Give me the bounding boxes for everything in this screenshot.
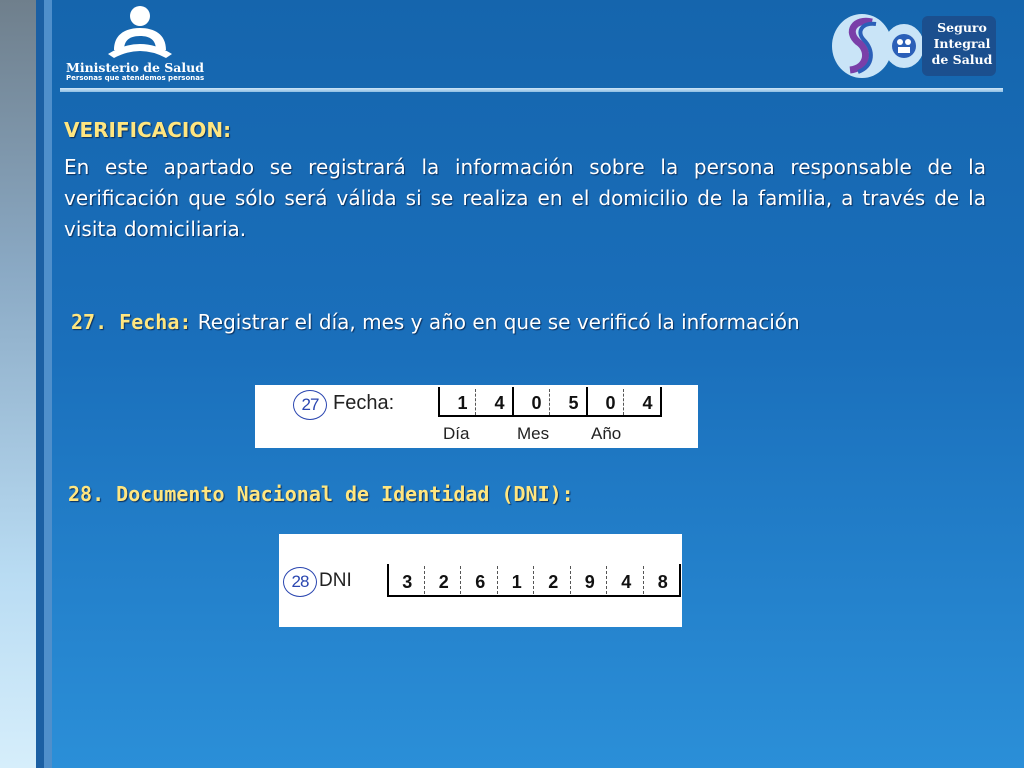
fecha-digits: [444, 393, 666, 414]
fecha-digit: 1: [457, 393, 468, 413]
fecha-sublabel-ano: Año: [591, 424, 622, 443]
ministerio-tagline: Personas que atendemos personas: [66, 74, 205, 82]
left-decorative-band: [0, 0, 36, 768]
item-27-fecha: [71, 310, 800, 334]
fecha-form-sample: [255, 385, 698, 448]
family-figure-icon: [62, 4, 222, 62]
fecha-border-left: [438, 387, 440, 416]
dni-label: DNI: [319, 570, 352, 591]
fecha-number-circle: 27: [293, 390, 327, 420]
fecha-label: Fecha:: [333, 392, 395, 414]
left-stripe-light: [44, 0, 52, 768]
dni-digit: 4: [621, 572, 632, 592]
dni-digit: 2: [438, 572, 449, 592]
header-divider: [60, 88, 1003, 92]
ministerio-logo: [62, 4, 222, 84]
sis-emblem-icon: [828, 10, 928, 82]
fecha-sublabel-dia: Día: [443, 424, 470, 443]
sis-name-line3: de Salud: [931, 52, 993, 67]
item-27-description: Registrar el día, mes y año en que se verificó la información: [191, 310, 800, 334]
dni-digits: [389, 572, 681, 593]
item-27-label: 27. Fecha:: [71, 310, 192, 334]
fecha-digit: 4: [642, 393, 653, 413]
fecha-border-bottom: [438, 415, 662, 417]
dni-digit: 8: [657, 572, 668, 592]
dni-digit: 1: [511, 572, 522, 592]
dni-border-bottom: [387, 595, 681, 597]
sis-logo: [828, 10, 998, 82]
sis-name: [928, 20, 996, 68]
fecha-digit: 4: [494, 393, 505, 413]
fecha-digit: 0: [531, 393, 542, 413]
section-paragraph: En este apartado se registrará la información sobre la persona responsable de la verificación que sólo será válida si se realiza en el domicilio de la familia, a través de la visita domiciliaria.: [64, 155, 986, 241]
item-28-dni: 28. Documento Nacional de Identidad (DNI):: [68, 482, 574, 506]
sis-name-line1: Seguro: [937, 20, 987, 35]
fecha-sublabel-mes: Mes: [517, 424, 550, 443]
fecha-digit: 0: [605, 393, 616, 413]
ministerio-name: Ministerio de Salud: [66, 60, 204, 75]
dni-digit: 2: [548, 572, 559, 592]
dni-digit: 6: [475, 572, 486, 592]
left-stripe-dark: [36, 0, 44, 768]
sis-name-line2: Integral: [933, 36, 991, 51]
dni-number-circle: 28: [283, 567, 317, 597]
fecha-digit: 5: [568, 393, 579, 413]
dni-digit: 3: [402, 572, 413, 592]
dni-digit: 9: [584, 572, 595, 592]
dni-form-sample: [279, 534, 682, 627]
section-heading: VERIFICACION:: [64, 118, 232, 142]
